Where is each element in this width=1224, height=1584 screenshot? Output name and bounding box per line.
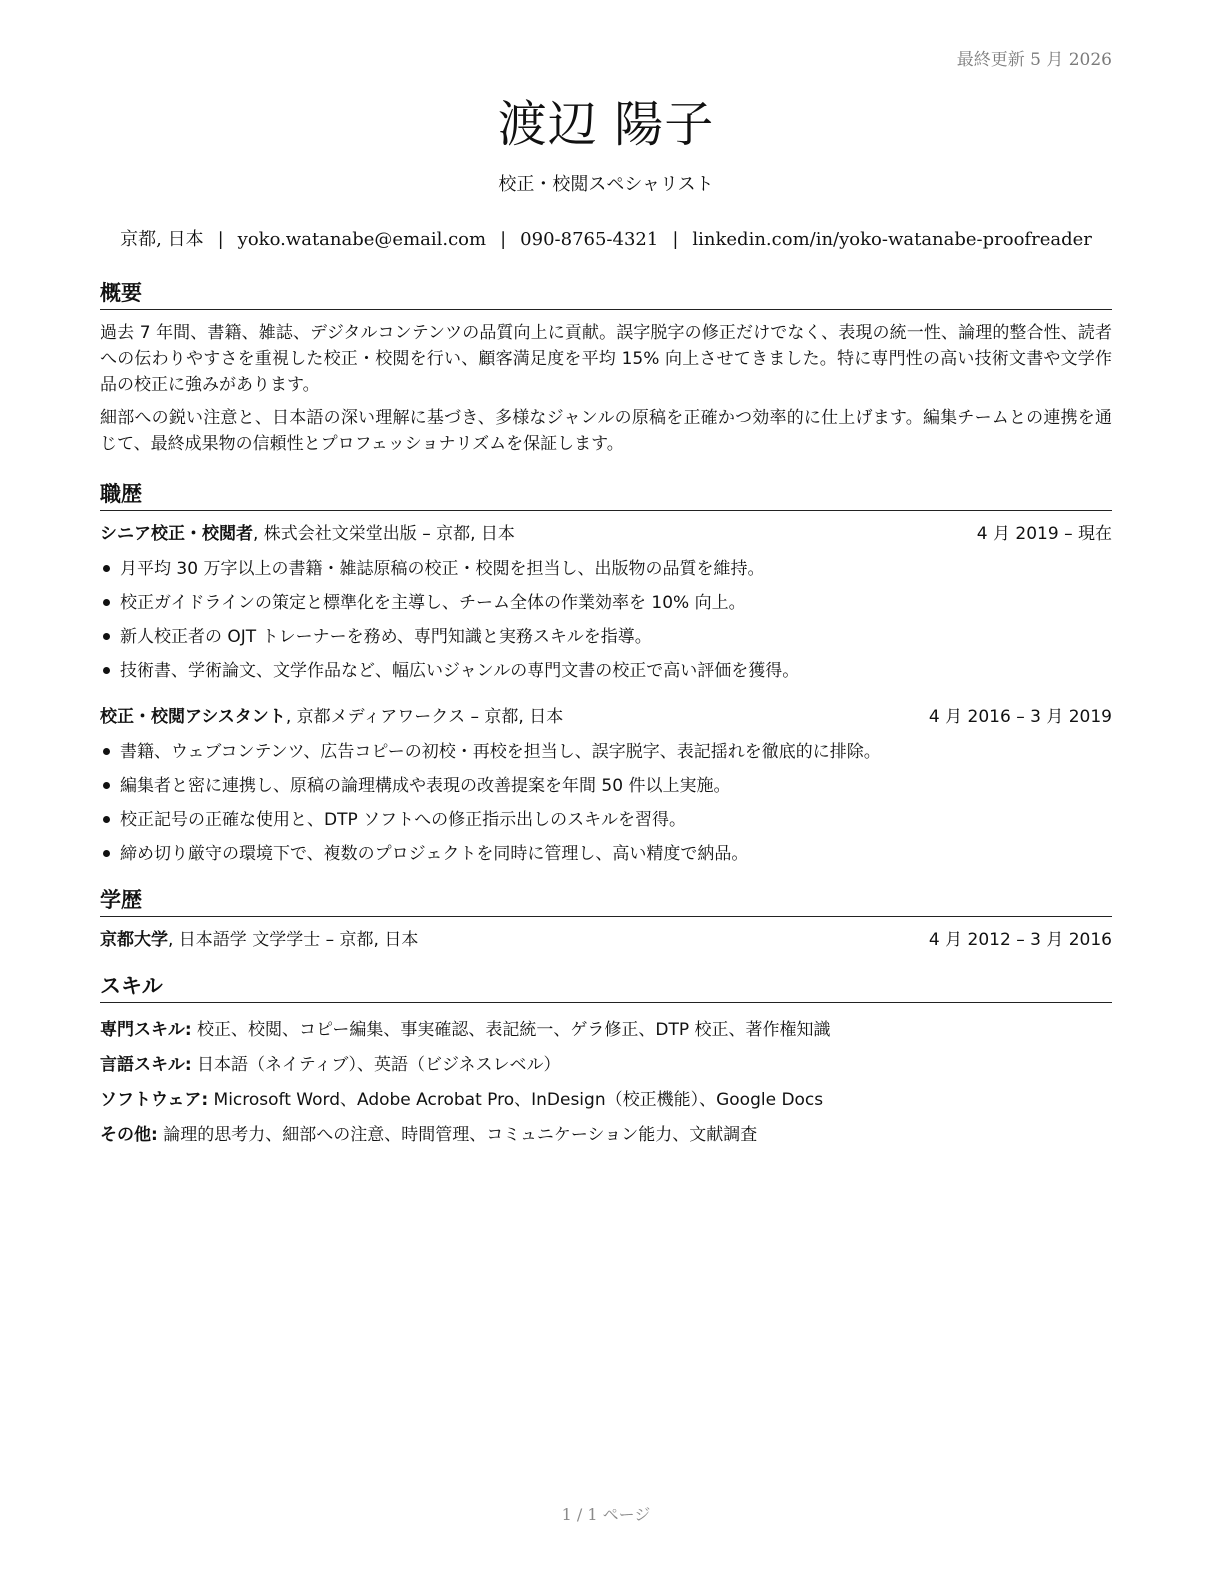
section-heading: 職歴	[100, 478, 1112, 511]
job-header	[100, 704, 1112, 730]
list-item	[100, 620, 1112, 654]
candidate-title: 校正・校閲スペシャリスト	[498, 174, 714, 195]
bullet-icon	[103, 850, 110, 857]
section-heading: スキル	[100, 970, 1112, 1003]
skill-label: 言語スキル:	[100, 1055, 192, 1075]
education-detail: , 日本語学 文学学士 – 京都, 日本	[168, 930, 419, 950]
job-bullets	[100, 552, 1112, 688]
bullet-text: 校正ガイドラインの策定と標準化を主導し、チーム全体の作業効率を 10% 向上。	[120, 593, 746, 613]
skill-value: 校正、校閲、コピー編集、事実確認、表記統一、ゲラ修正、DTP 校正、著作権知識	[191, 1020, 831, 1040]
skill-value: Microsoft Word、Adobe Acrobat Pro、InDesign（校正機能）、Google Docs	[208, 1090, 824, 1110]
summary-paragraph: 細部への鋭い注意と、日本語の深い理解に基づき、多様なジャンルの原稿を正確かつ効率的に仕上げます。編集チームとの連携を通じて、最終成果物の信頼性とプロフェッショナリズムを保証します。	[100, 408, 1112, 454]
education-school: 京都大学	[100, 930, 168, 950]
skill-label: その他:	[100, 1125, 158, 1145]
contact-location: 京都, 日本	[120, 229, 204, 250]
skill-label: 専門スキル:	[100, 1020, 192, 1040]
bullet-text: 新人校正者の OJT トレーナーを務め、専門知識と実務スキルを指導。	[120, 627, 652, 647]
contact-line	[100, 225, 1112, 251]
bullet-text: 書籍、ウェブコンテンツ、広告コピーの初校・再校を担当し、誤字脱字、表記揺れを徹底的に排除。	[120, 742, 881, 762]
skills-section	[100, 970, 1112, 1153]
education-section	[100, 884, 1112, 953]
bullet-text: 編集者と密に連携し、原稿の論理構成や表現の改善提案を年間 50 件以上実施。	[120, 776, 731, 796]
contact-separator: |	[672, 229, 679, 250]
bullet-icon	[103, 748, 110, 755]
bullet-icon	[103, 816, 110, 823]
bullet-text: 校正記号の正確な使用と、DTP ソフトへの修正指示出しのスキルを習得。	[120, 810, 686, 830]
job-role: 校正・校閲アシスタント	[100, 707, 286, 727]
list-item	[100, 552, 1112, 586]
list-item	[100, 803, 1112, 837]
job-entry	[100, 704, 1112, 871]
list-item	[100, 735, 1112, 769]
bullet-icon	[103, 633, 110, 640]
bullet-icon	[103, 565, 110, 572]
job-role-company	[100, 521, 515, 547]
job-dates: 4 月 2019 – 現在	[976, 524, 1112, 544]
skill-label: ソフトウェア:	[100, 1090, 209, 1110]
education-school-detail	[100, 927, 418, 953]
last-updated: 最終更新 5 月 2026	[956, 50, 1112, 70]
summary-section	[100, 277, 1112, 464]
skill-value: 日本語（ネイティブ）、英語（ビジネスレベル）	[191, 1055, 561, 1075]
summary-paragraph: 過去 7 年間、書籍、雑誌、デジタルコンテンツの品質向上に貢献。誤字脱字の修正だけでなく、表現の統一性、論理的整合性、読者への伝わりやすさを重視した校正・校閲を行い、顧客満足度を平均 15% 向上させてきました。特に専門性の高い技術文書や文学作品の校正に強みがあります。	[100, 323, 1112, 395]
job-bullets	[100, 735, 1112, 871]
job-company: , 株式会社文栄堂出版 – 京都, 日本	[253, 524, 515, 544]
skill-row	[100, 1048, 1112, 1083]
job-entry	[100, 521, 1112, 688]
contact-linkedin[interactable]: linkedin.com/in/yoko-watanabe-proofreader	[692, 229, 1092, 250]
job-company: , 京都メディアワークス – 京都, 日本	[285, 707, 564, 727]
skill-row	[100, 1083, 1112, 1118]
section-heading: 概要	[100, 277, 1112, 310]
skill-row	[100, 1013, 1112, 1048]
contact-phone[interactable]: 090-8765-4321	[520, 229, 659, 250]
contact-separator: |	[217, 229, 224, 250]
bullet-text: 技術書、学術論文、文学作品など、幅広いジャンルの専門文書の校正で高い評価を獲得。	[120, 661, 800, 681]
candidate-name: 渡辺 陽子	[497, 96, 715, 153]
bullet-text: 締め切り厳守の環境下で、複数のプロジェクトを同時に管理し、高い精度で納品。	[120, 844, 749, 864]
job-dates: 4 月 2016 – 3 月 2019	[928, 707, 1112, 727]
education-dates: 4 月 2012 – 3 月 2016	[928, 930, 1112, 950]
job-role-company	[100, 704, 563, 730]
bullet-icon	[103, 599, 110, 606]
job-role: シニア校正・校閲者	[100, 524, 253, 544]
contact-email[interactable]: yoko.watanabe@email.com	[237, 229, 487, 250]
list-item	[100, 586, 1112, 620]
education-entry	[100, 927, 1112, 953]
page-number: 1 / 1 ページ	[561, 1505, 651, 1524]
skill-value: 論理的思考力、細部への注意、時間管理、コミュニケーション能力、文献調査	[157, 1125, 758, 1145]
contact-separator: |	[500, 229, 507, 250]
skill-row	[100, 1118, 1112, 1153]
list-item	[100, 769, 1112, 803]
job-header	[100, 521, 1112, 547]
experience-section	[100, 478, 1112, 887]
bullet-text: 月平均 30 万字以上の書籍・雑誌原稿の校正・校閲を担当し、出版物の品質を維持。	[120, 559, 765, 579]
list-item	[100, 837, 1112, 871]
section-heading: 学歴	[100, 884, 1112, 917]
resume-page	[100, 0, 1112, 1584]
list-item	[100, 654, 1112, 688]
bullet-icon	[103, 667, 110, 674]
bullet-icon	[103, 782, 110, 789]
